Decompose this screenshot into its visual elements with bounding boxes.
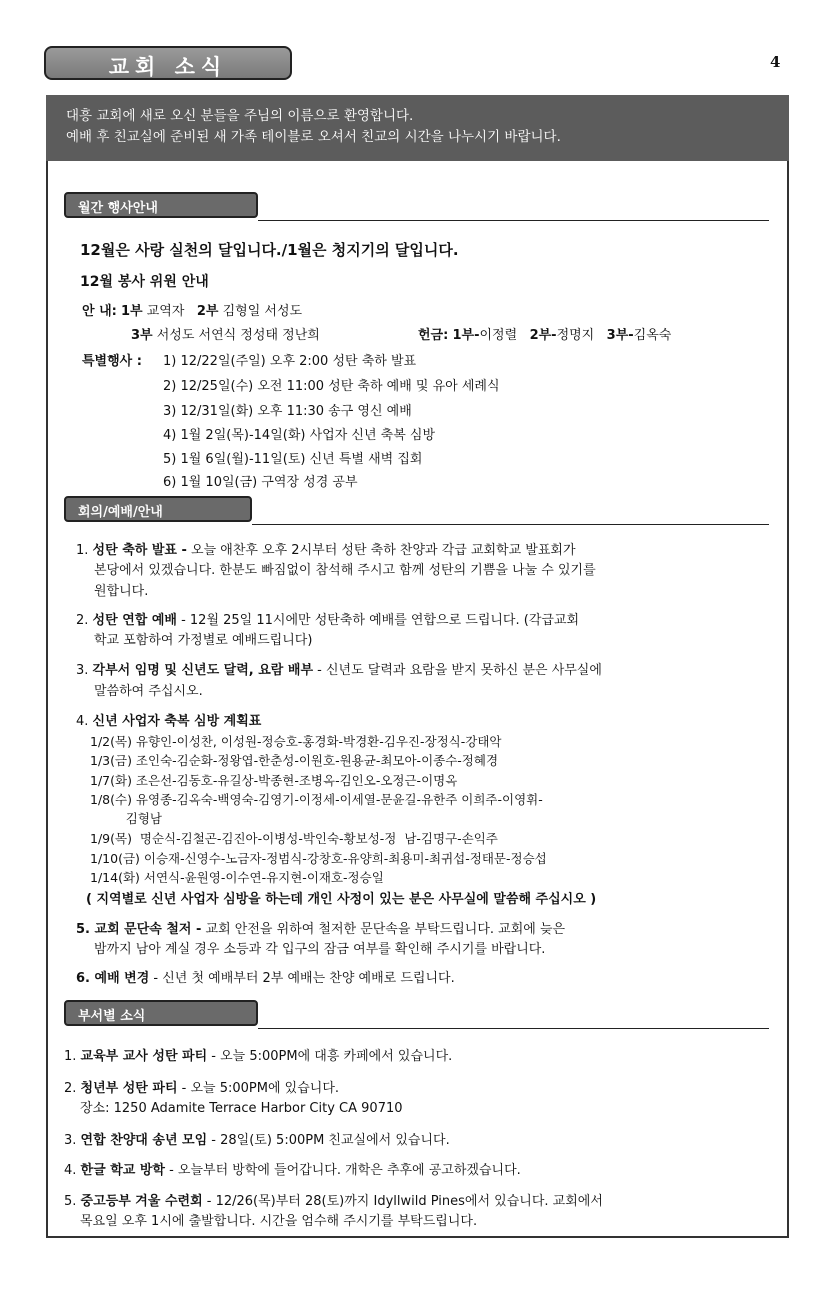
offering-label: 헌금: <box>418 328 449 343</box>
meeting-item-2-cont: 학교 포함하여 가정별로 예배드립니다) <box>94 633 313 648</box>
dept-item-1-num: 1. <box>64 1049 77 1064</box>
dept-item-2-address: 장소: 1250 Adamite Terrace Harbor City CA 90710 <box>80 1101 403 1116</box>
section-heading-monthly: 월간 행사안내 <box>64 192 258 218</box>
dept-item-1 <box>64 1048 452 1066</box>
meeting-item-2-num: 2. <box>76 613 89 628</box>
visit-row: 1/3(금) 조인숙-김순화-정왕엽-한춘성-이원호-원용균-최모아-이종수-정혜경 <box>90 753 499 768</box>
event-item: 3) 12/31일(화) 오후 11:30 송구 영신 예배 <box>163 404 412 419</box>
dept-item-5-title: 중고등부 겨울 수련회 <box>80 1194 203 1209</box>
dept-item-5-num: 5. <box>64 1194 77 1209</box>
offering-3-name: 김옥숙 <box>633 328 672 343</box>
usher-row-2 <box>131 327 320 345</box>
dept-item-4-text: - 오늘부터 방학에 들어갑니다. 개학은 추후에 공고하겠습니다. <box>164 1163 521 1178</box>
section-rule-dept <box>258 1028 769 1029</box>
usher-3-names: 서성도 서연식 정성태 정난희 <box>156 328 320 343</box>
meeting-item-5-title: 5. 교회 문단속 철저 - <box>76 922 202 937</box>
welcome-line-1: 대흥 교회에 새로 오신 분들을 주님의 이름으로 환영합니다. <box>66 108 414 124</box>
meeting-item-1-cont: 본당에서 있겠습니다. 한분도 빠짐없이 참석해 주시고 함께 성탄의 기쁨을 나눌 수 있기를 <box>94 563 596 578</box>
event-item: 1) 12/22일(주일) 오후 2:00 성탄 축하 발표 <box>163 354 417 369</box>
events-label: 특별행사 : <box>82 354 142 369</box>
section-rule-monthly <box>258 220 769 221</box>
dept-item-4-title: 한글 학교 방학 <box>80 1163 165 1178</box>
meeting-item-2-text: - 12월 25일 11시에만 성탄축하 예배를 연합으로 드립니다. (각급교회 <box>176 613 580 628</box>
dept-item-4-num: 4. <box>64 1163 77 1178</box>
dept-item-1-title: 교육부 교사 성탄 파티 <box>80 1049 208 1064</box>
welcome-line-2: 예배 후 친교실에 준비된 새 가족 테이블로 오셔서 친교의 시간을 나누시기 바랍니다. <box>66 129 561 145</box>
page-title: 교회 소식 <box>108 55 228 79</box>
section-rule-meeting <box>252 524 769 525</box>
offering-row <box>418 327 671 345</box>
offering-1-label: 1부- <box>452 328 480 343</box>
meeting-item-2 <box>76 612 579 630</box>
section-heading-dept: 부서별 소식 <box>64 1000 258 1026</box>
dept-item-3-num: 3. <box>64 1133 77 1148</box>
visit-row: 1/14(화) 서연식-윤원영-이수연-유지현-이재호-정승일 <box>90 870 384 885</box>
meeting-item-4-title: 신년 사업자 축복 심방 계획표 <box>92 714 262 729</box>
meeting-item-1-cont: 원합니다. <box>94 584 149 599</box>
page-number: 4 <box>770 53 781 71</box>
meeting-item-4 <box>76 713 261 731</box>
meeting-item-3-title: 각부서 임명 및 신년도 달력, 요람 배부 <box>92 663 314 678</box>
dept-item-2-num: 2. <box>64 1081 77 1096</box>
event-item: 4) 1월 2일(목)-14일(화) 사업자 신년 축복 심방 <box>163 428 436 443</box>
offering-1-name: 이정렬 <box>479 328 518 343</box>
page-title-box <box>44 46 292 80</box>
usher-1-names: 교역자 <box>146 304 185 319</box>
meeting-item-1-text: 오늘 애찬후 오후 2시부터 성탄 축하 찬양과 각급 교회학교 발표회가 <box>186 543 576 558</box>
event-item: 2) 12/25일(수) 오전 11:00 성탄 축하 예배 및 유아 세례식 <box>163 379 500 394</box>
visit-row: 1/8(수) 유영종-김옥숙-백영숙-김영기-이정세-이세열-문윤길-유한주 이희주-이영휘- <box>90 792 543 807</box>
dept-item-4 <box>64 1162 521 1180</box>
meeting-item-2-title: 성탄 연합 예배 <box>92 613 177 628</box>
dept-item-3 <box>64 1132 450 1150</box>
dept-item-5 <box>64 1193 603 1211</box>
visit-row: 1/10(금) 이승재-신영수-노금자-정범식-강창호-유양희-최용미-최귀섭-정태문-정승섭 <box>90 851 547 866</box>
visit-row: 1/2(목) 유향인-이성찬, 이성원-정승호-홍경화-박경환-김우진-장정식-강태악 <box>90 734 502 749</box>
meeting-item-6-title: 6. 예배 변경 <box>76 971 150 986</box>
dept-item-1-text: - 오늘 5:00PM에 대흥 카페에서 있습니다. <box>207 1049 453 1064</box>
dept-item-3-text: - 28일(토) 5:00PM 친교실에서 있습니다. <box>207 1133 450 1148</box>
meeting-item-5 <box>76 921 565 939</box>
meeting-item-5-cont: 밤까지 남아 계실 경우 소등과 각 입구의 잠금 여부를 확인해 주시기를 바랍니다. <box>94 942 546 957</box>
usher-row-1 <box>82 303 302 321</box>
meeting-item-1-title: 성탄 축하 발표 - <box>92 543 187 558</box>
dept-item-3-title: 연합 찬양대 송년 모임 <box>80 1133 208 1148</box>
dept-item-2 <box>64 1080 339 1098</box>
meeting-item-4-num: 4. <box>76 714 89 729</box>
meeting-item-3-num: 3. <box>76 663 89 678</box>
meeting-item-3-text: - 신년도 달력과 요람을 받지 못하신 분은 사무실에 <box>313 663 602 678</box>
offering-2-label: 2부- <box>529 328 557 343</box>
visit-row: 김형남 <box>90 811 162 826</box>
event-item: 6) 1월 10일(금) 구역장 성경 공부 <box>163 475 358 490</box>
offering-3-label: 3부- <box>606 328 634 343</box>
visit-note: ( 지역별로 신년 사업자 심방을 하는데 개인 사정이 있는 분은 사무실에 말씀해 주십시오 ) <box>86 892 597 907</box>
usher-2-label: 2부 <box>196 304 219 319</box>
monthly-headline: 12월은 사랑 실천의 달입니다./1월은 청지기의 달입니다. <box>80 241 459 259</box>
offering-2-name: 정명지 <box>556 328 595 343</box>
meeting-item-1 <box>76 542 576 560</box>
welcome-banner <box>46 95 789 161</box>
usher-label: 안 내: <box>82 304 117 319</box>
usher-1-label: 1부 <box>120 304 143 319</box>
meeting-item-6 <box>76 970 455 988</box>
visit-row: 1/9(목) 명순식-김철곤-김진아-이병성-박인숙-황보성-정 남-김명구-손익주 <box>90 831 498 846</box>
volunteer-title: 12월 봉사 위원 안내 <box>80 274 209 290</box>
usher-3-label: 3부 <box>131 328 153 343</box>
meeting-item-6-text: - 신년 첫 예배부터 2부 예배는 찬양 예배로 드립니다. <box>149 971 455 986</box>
dept-item-5-cont: 목요일 오후 1시에 출발합니다. 시간을 엄수해 주시기를 부탁드립니다. <box>80 1214 478 1229</box>
event-item: 5) 1월 6일(월)-11일(토) 신년 특별 새벽 집회 <box>163 452 423 467</box>
visit-row: 1/7(화) 조은선-김동호-유길상-박종현-조병옥-김인오-오정근-이명옥 <box>90 773 458 788</box>
meeting-item-5-text: 교회 안전을 위하여 철저한 문단속을 부탁드립니다. 교회에 늦은 <box>201 922 566 937</box>
dept-item-5-text: - 12/26(목)부터 28(토)까지 Idyllwild Pines에서 있습니다. 교회에서 <box>202 1194 603 1209</box>
meeting-item-3-cont: 말씀하여 주십시오. <box>94 684 203 699</box>
dept-item-2-text: - 오늘 5:00PM에 있습니다. <box>177 1081 340 1096</box>
section-heading-meeting: 회의/예배/안내 <box>64 496 252 522</box>
meeting-item-1-num: 1. <box>76 543 89 558</box>
meeting-item-3 <box>76 662 602 680</box>
dept-item-2-title: 청년부 성탄 파티 <box>80 1081 178 1096</box>
usher-2-names: 김형일 서성도 <box>222 304 303 319</box>
